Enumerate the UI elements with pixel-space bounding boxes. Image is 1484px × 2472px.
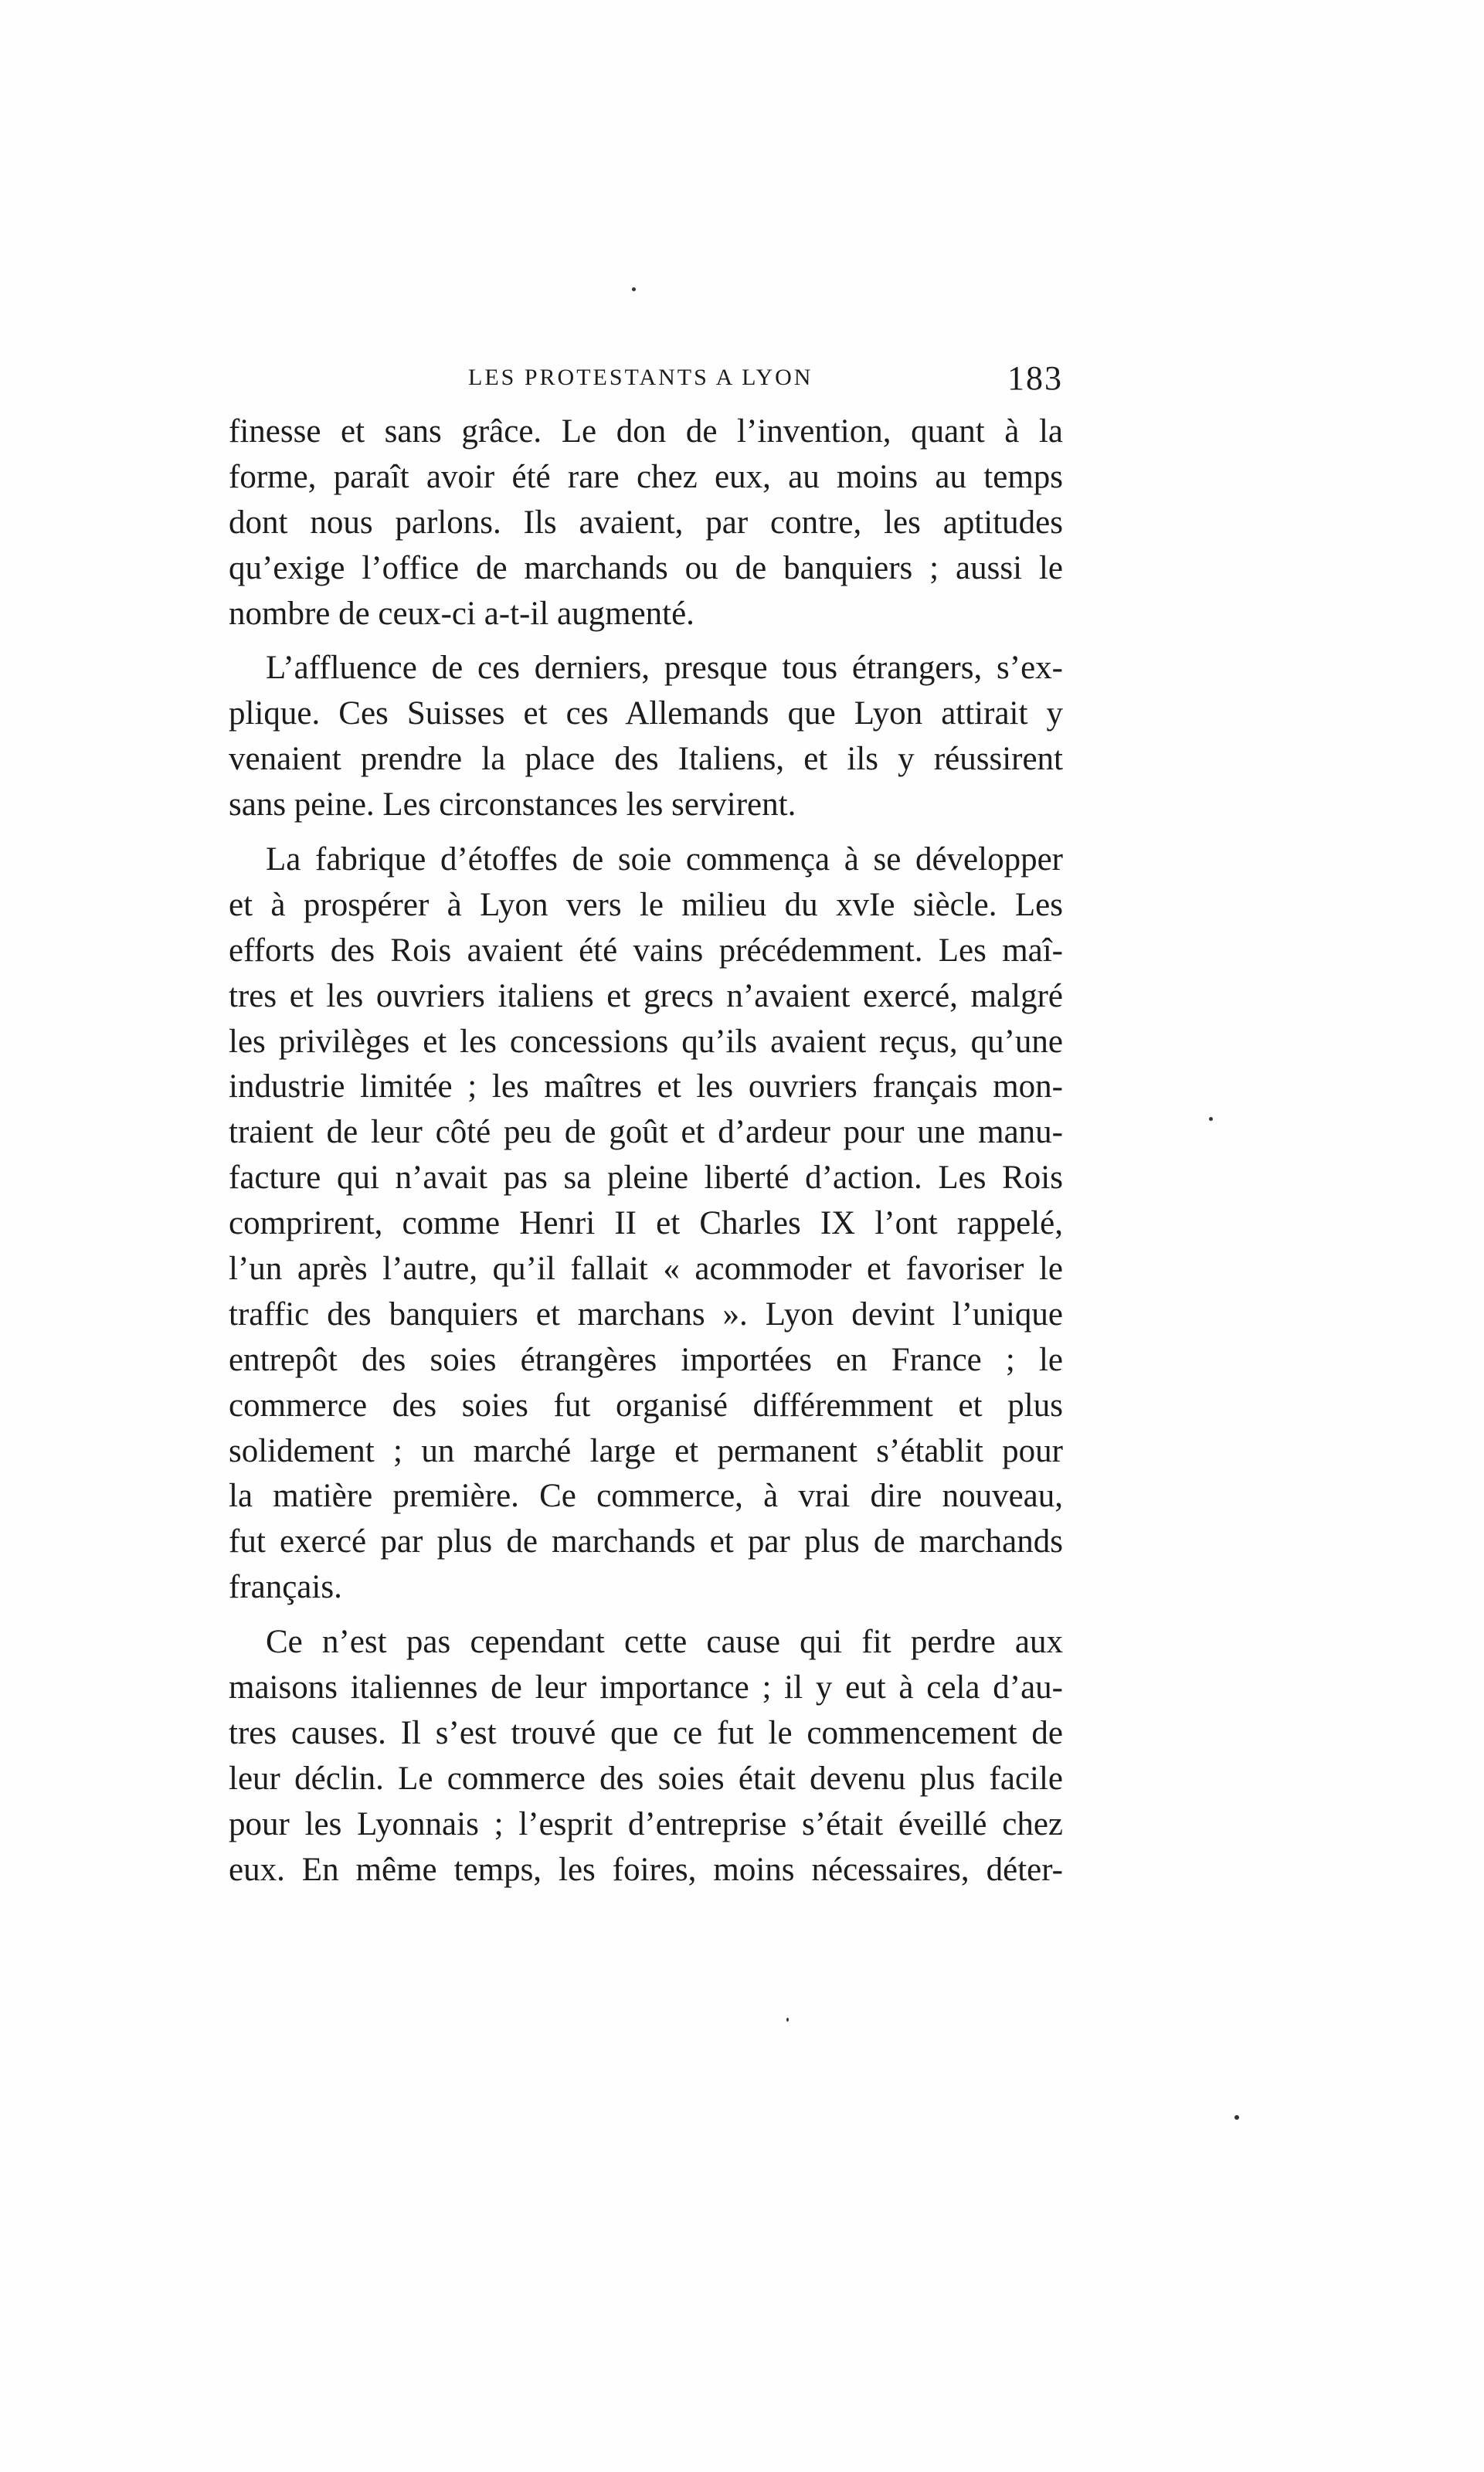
text-line: maisons italiennes de leur importance ; il y eut à cela d’au- xyxy=(229,1669,1063,1706)
text-line: entrepôt des soies étrangères importées en France ; le xyxy=(229,1341,1063,1378)
text-line: sans peine. Les circonstances les servirent. xyxy=(229,786,796,823)
text-line: efforts des Rois avaient été vains précédemment. Les maî- xyxy=(229,932,1063,969)
text-line: plique. Ces Suisses et ces Allemands que Lyon attirait y xyxy=(229,695,1063,732)
text-line: traient de leur côté peu de goût et d’ardeur pour une manu- xyxy=(229,1114,1063,1151)
running-head xyxy=(229,357,1063,403)
text-line: français. xyxy=(229,1569,342,1606)
text-line: eux. En même temps, les foires, moins nécessaires, déter- xyxy=(229,1851,1063,1888)
text-line: tres causes. Il s’est trouvé que ce fut le commencement de xyxy=(229,1714,1063,1751)
text-line: et à prospérer à Lyon vers le milieu du xvIe siècle. Les xyxy=(229,886,1063,923)
text-line: tres et les ouvriers italiens et grecs n’avaient exercé, malgré xyxy=(229,977,1063,1014)
text-line: finesse et sans grâce. Le don de l’invention, quant à la xyxy=(229,413,1063,450)
scan-speck xyxy=(1209,1117,1213,1121)
text-line: solidement ; un marché large et permanent s’établit pour xyxy=(229,1432,1063,1469)
text-line: qu’exige l’office de marchands ou de banquiers ; aussi le xyxy=(229,549,1063,586)
text-line: facture qui n’avait pas sa pleine liberté d’action. Les Rois xyxy=(229,1160,1063,1197)
text-line: venaient prendre la place des Italiens, et ils y réussirent xyxy=(229,741,1063,778)
text-line: l’un après l’autre, qu’il fallait « acommoder et favoriser le xyxy=(229,1251,1063,1288)
scan-speck xyxy=(786,2018,789,2022)
text-line: forme, paraît avoir été rare chez eux, au moins au temps xyxy=(229,458,1063,495)
text-line: dont nous parlons. Ils avaient, par contre, les aptitudes xyxy=(229,504,1063,541)
text-line: les privilèges et les concessions qu’ils avaient reçus, qu’une xyxy=(229,1023,1063,1060)
body-text xyxy=(229,409,1063,1893)
text-line: comprirent, comme Henri II et Charles IX l’ont rappelé, xyxy=(229,1205,1063,1242)
scan-speck xyxy=(1234,2115,1239,2120)
text-line: L’affluence de ces derniers, presque tous étrangers, s’ex- xyxy=(266,650,1063,687)
text-line: traffic des banquiers et marchans ». Lyon devint l’unique xyxy=(229,1295,1063,1333)
text-line: nombre de ceux-ci a-t-il augmenté. xyxy=(229,595,694,632)
text-line: fut exercé par plus de marchands et par plus de marchands xyxy=(229,1523,1063,1560)
text-line: leur déclin. Le commerce des soies était devenu plus facile xyxy=(229,1760,1063,1797)
running-title: LES PROTESTANTS A LYON xyxy=(468,365,813,390)
text-line: La fabrique d’étoffes de soie commença à se développer xyxy=(266,841,1063,878)
text-line: commerce des soies fut organisé différemment et plus xyxy=(229,1387,1063,1424)
text-line: Ce n’est pas cependant cette cause qui fit perdre aux xyxy=(266,1624,1063,1661)
page-number: 183 xyxy=(1007,359,1063,397)
text-line: industrie limitée ; les maîtres et les ouvriers français mon- xyxy=(229,1068,1063,1105)
scan-speck xyxy=(632,287,636,291)
text-line: la matière première. Ce commerce, à vrai dire nouveau, xyxy=(229,1478,1063,1515)
text-line: pour les Lyonnais ; l’esprit d’entreprise s’était éveillé chez xyxy=(229,1805,1063,1842)
